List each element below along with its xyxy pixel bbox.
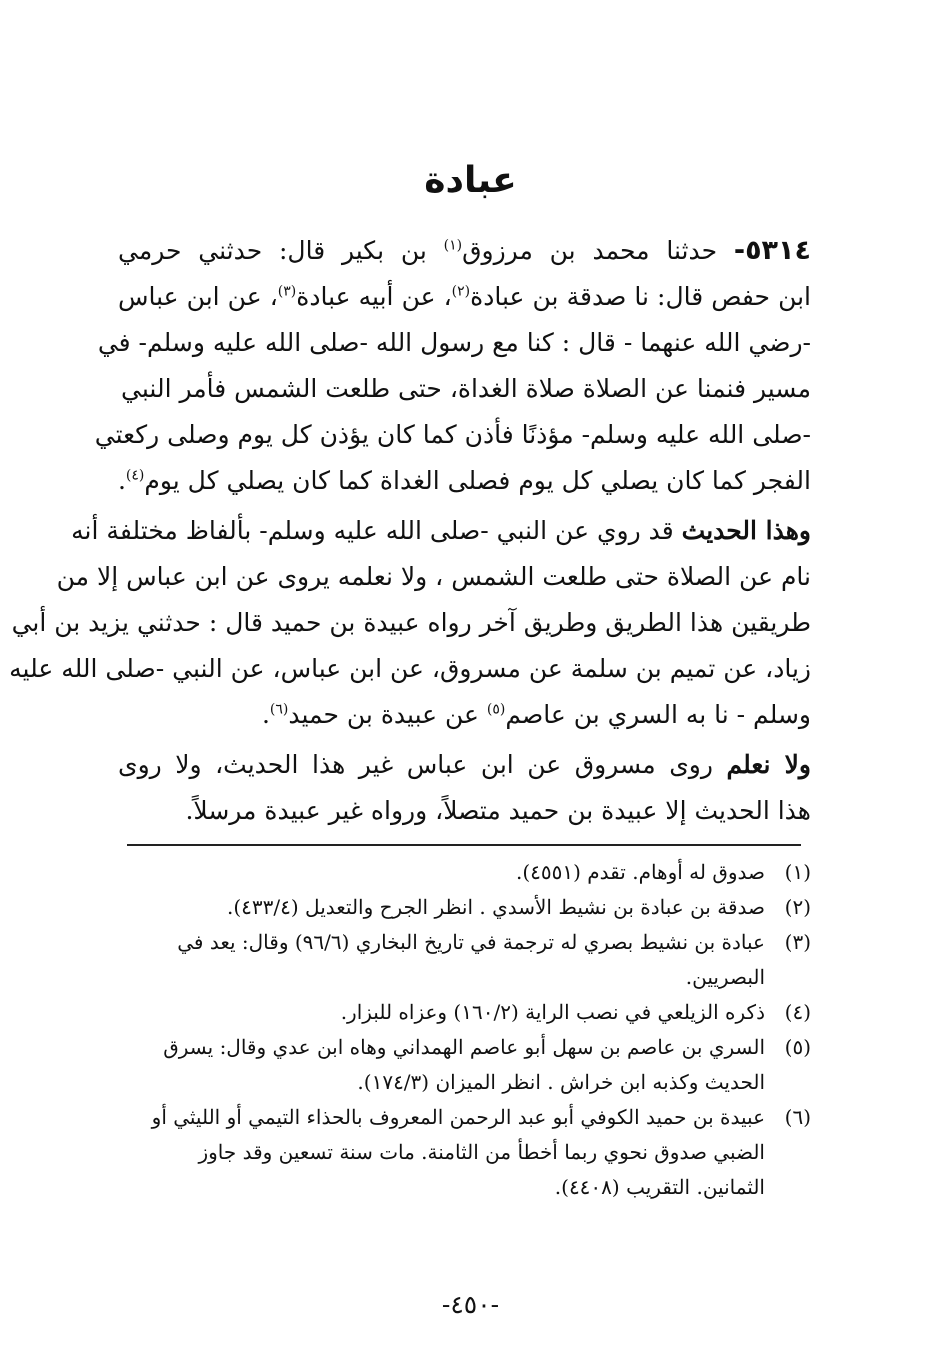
footnote-1 — [118, 855, 811, 890]
footnote-line: الثمانين. التقريب (٤٤٠٨). — [554, 1175, 765, 1199]
footnote-3 — [118, 925, 811, 995]
footnote-mark: (٥) — [784, 1035, 811, 1059]
comment2-lead: ولا نعلم — [726, 750, 812, 779]
footnote-mark: (٣) — [784, 930, 811, 954]
footnote-line: صدوق له أوهام. تقدم (٤٥٥١). — [515, 860, 765, 884]
text-segment: ، عن أبيه عبادة — [296, 282, 452, 311]
footnote-ref-5[interactable]: (٥) — [486, 701, 506, 718]
footnote-mark: (٦) — [784, 1105, 811, 1129]
footnote-ref-6[interactable]: (٦) — [269, 701, 289, 718]
text-segment: ابن حفص قال: نا صدقة بن عبادة — [470, 282, 811, 311]
footnote-5 — [118, 1030, 811, 1100]
footnote-6 — [118, 1100, 811, 1205]
footnote-ref-1[interactable]: (١) — [443, 237, 463, 254]
footnote-ref-4[interactable]: (٤) — [125, 467, 145, 484]
footnote-mark: (١) — [784, 860, 811, 884]
text-segment: . — [117, 466, 126, 495]
comment1-lead: وهذا الحديث — [681, 516, 811, 545]
text-segment: الفجر كما كان يصلي كل يوم فصلى الغداة كما كان يصلي كل يوم — [144, 466, 811, 495]
text-segment: وسلم - نا به السري بن عاصم — [505, 700, 811, 729]
text-segment: روى مسروق عن ابن عباس غير هذا الحديث، ولا روى — [118, 750, 713, 779]
comment1-line-2: نام عن الصلاة حتى طلعت الشمس ، ولا نعلمه يروى عن ابن عباس إلا من — [56, 562, 811, 591]
footnote-separator — [127, 844, 801, 846]
text-segment: ، عن ابن عباس — [118, 282, 278, 311]
footnote-ref-3[interactable]: (٣) — [277, 283, 297, 300]
footnotes — [118, 855, 811, 1205]
footnote-mark: (٤) — [784, 1000, 811, 1024]
hadith-line-5: -صلى الله عليه وسلم- مؤذنًا فأذن كما كان يؤذن كل يوم وصلى ركعتي — [94, 420, 811, 449]
hadith-line-1 — [118, 228, 811, 274]
comment2-line-1 — [118, 742, 811, 788]
footnote-line: عبيدة بن حميد الكوفي أبو عبد الرحمن المعروف بالحذاء التيمي أو الليثي أو — [151, 1105, 765, 1129]
footnote-line: عبادة بن نشيط بصري له ترجمة في تاريخ البخاري (٩٦/٦) وقال: يعد في — [177, 930, 765, 954]
chapter-heading: عبادة — [424, 160, 517, 201]
hadith-number: ٥٣١٤- — [733, 235, 811, 266]
hadith-line-2 — [118, 274, 811, 320]
main-text — [9, 228, 812, 834]
text-segment: عن عبيدة بن حميد — [288, 700, 479, 729]
footnote-line: الحديث وكذبه ابن خراش . انظر الميزان (١٧٤/٣). — [357, 1070, 765, 1094]
footnote-line: البصريين. — [685, 965, 765, 989]
text-segment: قد روي عن النبي -صلى الله عليه وسلم- بألفاظ مختلفة أنه — [71, 516, 674, 545]
footnote-line: السري بن عاصم بن سهل أبو عاصم الهمداني وهاه ابن عدي وقال: يسرق — [163, 1035, 765, 1059]
hadith-line-6 — [118, 458, 811, 504]
footnote-ref-2[interactable]: (٢) — [451, 283, 471, 300]
footnote-line: صدقة بن عبادة بن نشيط الأسدي . انظر الجرح والتعديل (٤٣٣/٤). — [227, 895, 765, 919]
footnote-2 — [118, 890, 811, 925]
text-segment: حدثنا محمد بن مرزوق — [462, 236, 718, 265]
footnote-4 — [118, 995, 811, 1030]
comment1-line-3: طريقين هذا الطريق وطريق آخر رواه عبيدة بن حميد قال : حدثني يزيد بن أبي — [11, 608, 811, 637]
hadith-line-4: مسير فنمنا عن الصلاة صلاة الغداة، حتى طلعت الشمس فأمر النبي — [121, 374, 811, 403]
hadith-line-3: -رضي الله عنهما - قال : كنا مع رسول الله -صلى الله عليه وسلم- في — [97, 328, 811, 357]
footnote-line: الضبي صدوق نحوي ربما أخطأ من الثامنة. مات سنة تسعين وقد جاوز — [198, 1140, 765, 1164]
comment1-line-4: زياد، عن تميم بن سلمة عن مسروق، عن ابن عباس، عن النبي -صلى الله عليه — [9, 654, 811, 683]
page-number: -٤٥٠- — [441, 1290, 500, 1319]
comment2-line-2: هذا الحديث إلا عبيدة بن حميد متصلاً، ورواه غير عبيدة مرسلاً. — [185, 796, 811, 825]
text-segment: بن بكير قال: حدثني حرمي — [118, 236, 427, 265]
comment1-line-1 — [71, 508, 811, 554]
text-segment: . — [261, 700, 270, 729]
footnote-mark: (٢) — [784, 895, 811, 919]
footnote-line: ذكره الزيلعي في نصب الراية (١٦٠/٢) وعزاه للبزار. — [340, 1000, 765, 1024]
comment1-line-5 — [118, 692, 811, 738]
